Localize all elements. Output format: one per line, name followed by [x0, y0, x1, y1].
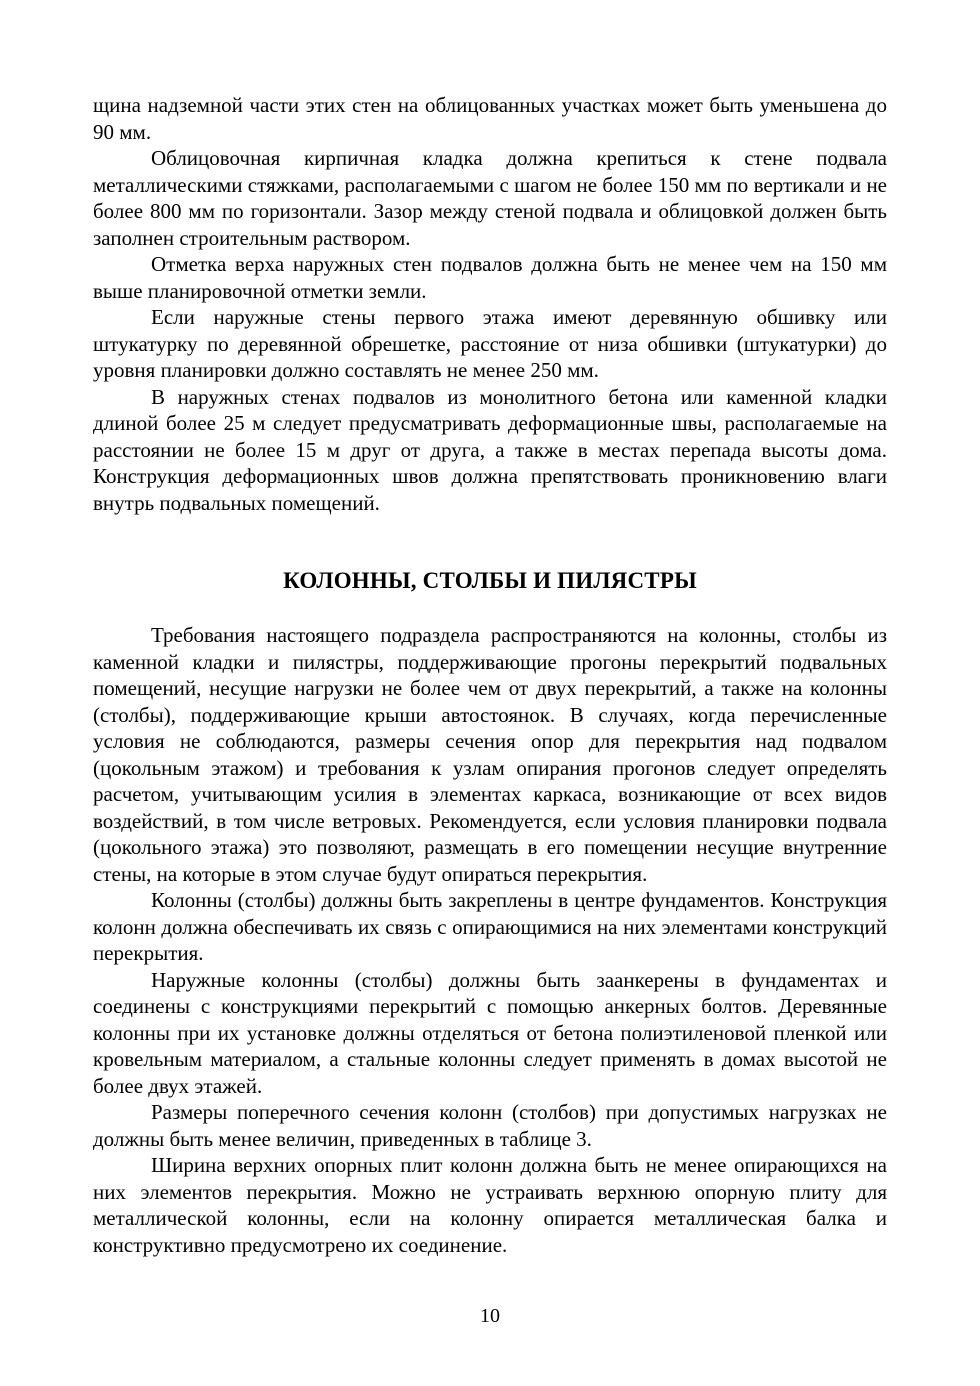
paragraph: Наружные колонны (столбы) должны быть заанкерены в фундаментах и соединены с конструкциями перекрытий с помощью анкерных болтов. Деревянные колонны при их установке должны отделяться от бетона полиэтиленовой пленкой или кровельным материалом, а стальные колонны следует применять в домах высотой не более двух этажей.: [93, 967, 887, 1098]
paragraph: Ширина верхних опорных плит колонн должна быть не менее опирающихся на них элементов перекрытия. Можно не устраивать верхнюю опорную плиту для металлической колонны, если на колонну опирается металлическая балка и конструктивно предусмотрено их соединение.: [93, 1153, 887, 1257]
paragraph: Колонны (столбы) должны быть закреплены в центре фундаментов. Конструкция колонн должна обеспечивать их связь с опирающимися на них элементами конструкций перекрытия.: [93, 888, 887, 965]
paragraph: Облицовочная кирпичная кладка должна крепиться к стене подвала металлическими стяжками, располагаемыми с шагом не более 150 мм по вертикали и не более 800 мм по горизонтали. Зазор между стеной подвала и облицовкой должен быть заполнен строительным раствором.: [93, 146, 887, 250]
paragraph: Если наружные стены первого этажа имеют деревянную обшивку или штукатурку по деревянной обрешетке, расстояние от низа обшивки (штукатурки) до уровня планировки должно составлять не менее 250 мм.: [93, 305, 887, 382]
paragraph: Отметка верха наружных стен подвалов должна быть не менее чем на 150 мм выше планировочной отметки земли.: [93, 252, 887, 303]
page-number: 10: [480, 1305, 500, 1327]
section-title: КОЛОННЫ, СТОЛБЫ И ПИЛЯСТРЫ: [283, 568, 697, 593]
paragraph: щина надземной части этих стен на облицованных участках может быть уменьшена до 90 мм.: [93, 93, 887, 144]
paragraph: Размеры поперечного сечения колонн (столбов) при допустимых нагрузках не должны быть менее величин, приведенных в таблице 3.: [93, 1100, 887, 1151]
paragraph: Требования настоящего подраздела распространяются на колонны, столбы из каменной кладки и пилястры, поддерживающие прогоны перекрытий подвальных помещений, несущие нагрузки не более чем от двух перекрытий, а также на колонны (столбы), поддерживающие крыши автостоянок. В случаях, когда перечисленные условия не соблюдаются, размеры сечения опор для перекрытия над подвалом (цокольным этажом) и требования к узлам опирания прогонов следует определять расчетом, учитывающим усилия в элементах каркаса, возникающие от всех видов воздействий, в том числе ветровых. Рекомендуется, если условия планировки подвала (цокольного этажа) это позволяют, размещать в его помещении несущие внутренние стены, на которые в этом случае будут опираться перекрытия.: [93, 623, 887, 886]
document-page: [93, 92, 887, 1258]
paragraph: В наружных стенах подвалов из монолитного бетона или каменной кладки длиной более 25 м следует предусматривать деформационные швы, располагаемые на расстоянии не более 15 м друг от друга, а также в местах перепада высоты дома. Конструкция деформационных швов должна препятствовать проникновению влаги внутрь подвальных помещений.: [93, 384, 887, 515]
